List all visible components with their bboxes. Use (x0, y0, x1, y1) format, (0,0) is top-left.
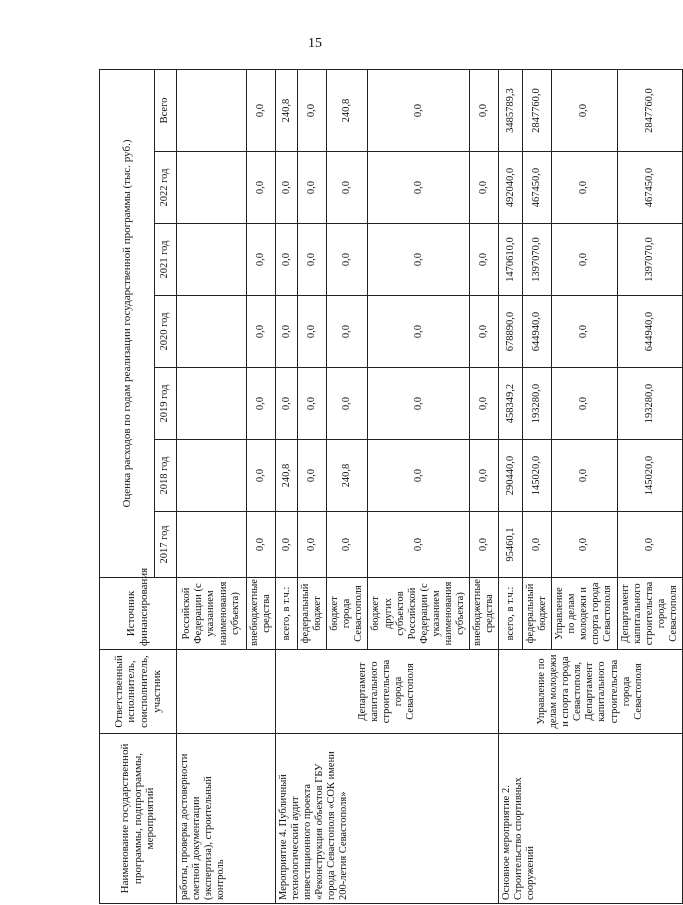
value-cell: 458349,2 (499, 368, 523, 440)
value-cell: 1397070,0 (523, 224, 552, 296)
value-cell: 0,0 (247, 224, 276, 296)
header-total: Всего (155, 70, 177, 152)
value-cell: 240,8 (327, 70, 368, 152)
value-cell: 0,0 (298, 224, 327, 296)
source-cell: Российской Федерации (с указанием наименования субъекта) (177, 578, 247, 650)
measure-name: Мероприятие 4. Публичный технологический аудит инвестиционного проекта «Реконструкция объектов ГБУ города Севастополя «СОК имени 200-летия Севастополя» (276, 734, 499, 904)
value-cell: 0,0 (276, 152, 298, 224)
value-cell (177, 512, 247, 578)
value-cell: 0,0 (617, 512, 682, 578)
value-cell: 0,0 (552, 368, 617, 440)
value-cell (177, 368, 247, 440)
value-cell: 644940,0 (523, 296, 552, 368)
budget-table-rotated (99, 70, 679, 904)
value-cell: 0,0 (469, 152, 498, 224)
value-cell: 0,0 (276, 512, 298, 578)
value-cell (177, 296, 247, 368)
value-cell: 0,0 (276, 368, 298, 440)
header-year: 2022 год (155, 152, 177, 224)
page-number: 15 (308, 36, 322, 51)
value-cell: 0,0 (276, 224, 298, 296)
header-year: 2018 год (155, 440, 177, 512)
value-cell: 1470610,0 (499, 224, 523, 296)
value-cell: 240,8 (276, 440, 298, 512)
header-year: 2019 год (155, 368, 177, 440)
value-cell: 95460,1 (499, 512, 523, 578)
header-name: Наименование государственной программы, подпрограммы, мероприятий (100, 734, 177, 904)
value-cell: 492040,0 (499, 152, 523, 224)
value-cell: 0,0 (247, 440, 276, 512)
responsible-cell: Департамент капитального строительства города Севастополя (276, 650, 499, 734)
header-responsible: Ответственный исполнитель, соисполнитель, участник (100, 650, 177, 734)
header-estimate: Оценка расходов по годам реализации государственной программы (тыс. руб.) (100, 70, 155, 578)
value-cell (177, 152, 247, 224)
source-cell: Департамент капитального строительства города Севастополя (617, 578, 682, 650)
value-cell: 0,0 (368, 440, 470, 512)
value-cell: 0,0 (327, 512, 368, 578)
measure-name: Основное мероприятие 2. Строительство спортивных сооружений (499, 734, 683, 904)
value-cell: 193280,0 (617, 368, 682, 440)
value-cell: 0,0 (552, 440, 617, 512)
value-cell: 0,0 (368, 512, 470, 578)
value-cell: 0,0 (368, 368, 470, 440)
source-cell: Управление по делам молодежи и спорта города Севастополя (552, 578, 617, 650)
value-cell: 467450,0 (523, 152, 552, 224)
value-cell: 2847760,0 (523, 70, 552, 152)
value-cell: 0,0 (368, 296, 470, 368)
value-cell: 240,8 (327, 440, 368, 512)
source-cell: федеральный бюджет (523, 578, 552, 650)
source-cell: внебюджетные средства (247, 578, 276, 650)
value-cell: 145020,0 (523, 440, 552, 512)
value-cell: 0,0 (523, 512, 552, 578)
budget-table (99, 69, 683, 904)
value-cell: 3485789,3 (499, 70, 523, 152)
value-cell: 467450,0 (617, 152, 682, 224)
value-cell: 193280,0 (523, 368, 552, 440)
header-year: 2020 год (155, 296, 177, 368)
value-cell: 0,0 (469, 440, 498, 512)
source-cell: всего, в т.ч.: (276, 578, 298, 650)
header-source: Источник финансирования (100, 578, 177, 650)
responsible-cell: Управление по делам молодежи и спорта города Севастополя, Департамент капитального строительства города Севастополя (499, 650, 683, 734)
value-cell: 0,0 (247, 512, 276, 578)
value-cell: 0,0 (276, 296, 298, 368)
value-cell: 0,0 (368, 224, 470, 296)
value-cell: 0,0 (298, 152, 327, 224)
value-cell: 0,0 (247, 152, 276, 224)
value-cell: 0,0 (552, 512, 617, 578)
value-cell: 0,0 (247, 296, 276, 368)
value-cell: 0,0 (298, 296, 327, 368)
value-cell: 290440,0 (499, 440, 523, 512)
measure-name: работы, проверка достоверности сметной документации (экспертиза), строительный контроль (177, 734, 276, 904)
value-cell: 0,0 (298, 368, 327, 440)
value-cell: 0,0 (298, 440, 327, 512)
source-cell: внебюджетные средства (469, 578, 498, 650)
value-cell: 145020,0 (617, 440, 682, 512)
value-cell: 240,8 (276, 70, 298, 152)
value-cell: 0,0 (552, 296, 617, 368)
value-cell: 0,0 (469, 512, 498, 578)
value-cell (177, 70, 247, 152)
value-cell: 0,0 (247, 368, 276, 440)
value-cell: 0,0 (327, 224, 368, 296)
source-cell: федеральный бюджет (298, 578, 327, 650)
value-cell (177, 440, 247, 512)
source-cell: бюджет других субъектов Российской Федерации (с указанием наименования субъекта) (368, 578, 470, 650)
value-cell: 0,0 (298, 70, 327, 152)
value-cell: 0,0 (368, 152, 470, 224)
header-year: 2021 год (155, 224, 177, 296)
source-cell: бюджет города Севастополя (327, 578, 368, 650)
value-cell: 0,0 (469, 224, 498, 296)
value-cell: 644940,0 (617, 296, 682, 368)
value-cell: 0,0 (552, 224, 617, 296)
value-cell: 0,0 (327, 296, 368, 368)
value-cell: 0,0 (552, 152, 617, 224)
value-cell: 1397070,0 (617, 224, 682, 296)
value-cell (177, 224, 247, 296)
value-cell: 0,0 (247, 70, 276, 152)
value-cell: 0,0 (298, 512, 327, 578)
responsible-cell (177, 650, 276, 734)
value-cell: 0,0 (327, 152, 368, 224)
value-cell: 0,0 (327, 368, 368, 440)
value-cell: 678890,0 (499, 296, 523, 368)
source-cell: всего, в т.ч.: (499, 578, 523, 650)
value-cell: 0,0 (469, 296, 498, 368)
header-year: 2017 год (155, 512, 177, 578)
value-cell: 0,0 (469, 368, 498, 440)
value-cell: 2847760,0 (617, 70, 682, 152)
value-cell: 0,0 (368, 70, 470, 152)
value-cell: 0,0 (469, 70, 498, 152)
value-cell: 0,0 (552, 70, 617, 152)
